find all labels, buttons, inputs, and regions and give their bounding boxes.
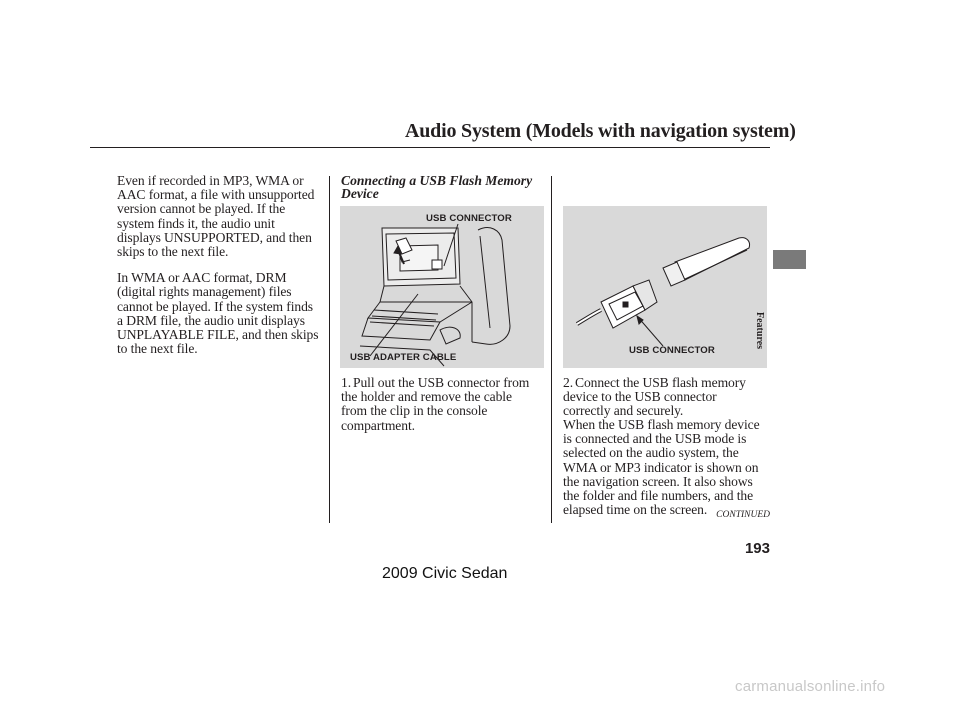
step-2-text: Connect the USB flash memory device to the USB connector correctly and securely. xyxy=(563,375,746,419)
paragraph-drm: In WMA or AAC format, DRM (digital rights management) files cannot be played. If the system finds a DRM file, the audio unit displays UNPLAYABLE FILE, and then skips to the next file. xyxy=(117,270,319,357)
watermark: carmanualsonline.info xyxy=(735,678,886,695)
section-tab-label: Features xyxy=(754,312,765,350)
section-title: Connecting a USB Flash Memory Device xyxy=(341,173,533,201)
step-2-number: 2. xyxy=(563,375,573,390)
model-stamp: 2009 Civic Sedan xyxy=(382,565,508,582)
section-tab xyxy=(773,250,806,269)
column-divider-left xyxy=(329,176,330,523)
usb-flash-drive-illustration xyxy=(563,206,767,368)
step-1 xyxy=(341,376,551,433)
console-figure xyxy=(340,206,544,368)
step-1-text: Pull out the USB connector from the holder and remove the cable from the clip in the console compartment. xyxy=(341,375,530,433)
page-title: Audio System (Models with navigation system) xyxy=(405,120,796,142)
page-number: 193 xyxy=(744,540,770,557)
callout-usb-adapter-cable: USB ADAPTER CABLE xyxy=(350,352,457,363)
paragraph-usb-mode: When the USB flash memory device is connected and the USB mode is selected on the audio system, the WMA or MP3 indicator is shown on the navigation screen. It also shows the folder and file numbers, and the elapsed time on the screen. xyxy=(563,417,760,518)
callout-usb-connector-console: USB CONNECTOR xyxy=(426,213,512,224)
flash-drive-figure xyxy=(563,206,767,368)
header-rule xyxy=(90,147,770,148)
left-column xyxy=(117,174,327,368)
step-1-number: 1. xyxy=(341,375,351,390)
step-2 xyxy=(563,376,773,419)
column-divider-right xyxy=(551,176,552,523)
console-illustration xyxy=(340,206,544,368)
callout-usb-connector-drive: USB CONNECTOR xyxy=(629,345,715,356)
continued-label: CONTINUED xyxy=(716,510,770,520)
paragraph-unsupported: Even if recorded in MP3, WMA or AAC format, a file with unsupported version cannot be played. If the system finds it, the audio unit displays UNSUPPORTED, and then skips to the next file. xyxy=(117,173,315,260)
